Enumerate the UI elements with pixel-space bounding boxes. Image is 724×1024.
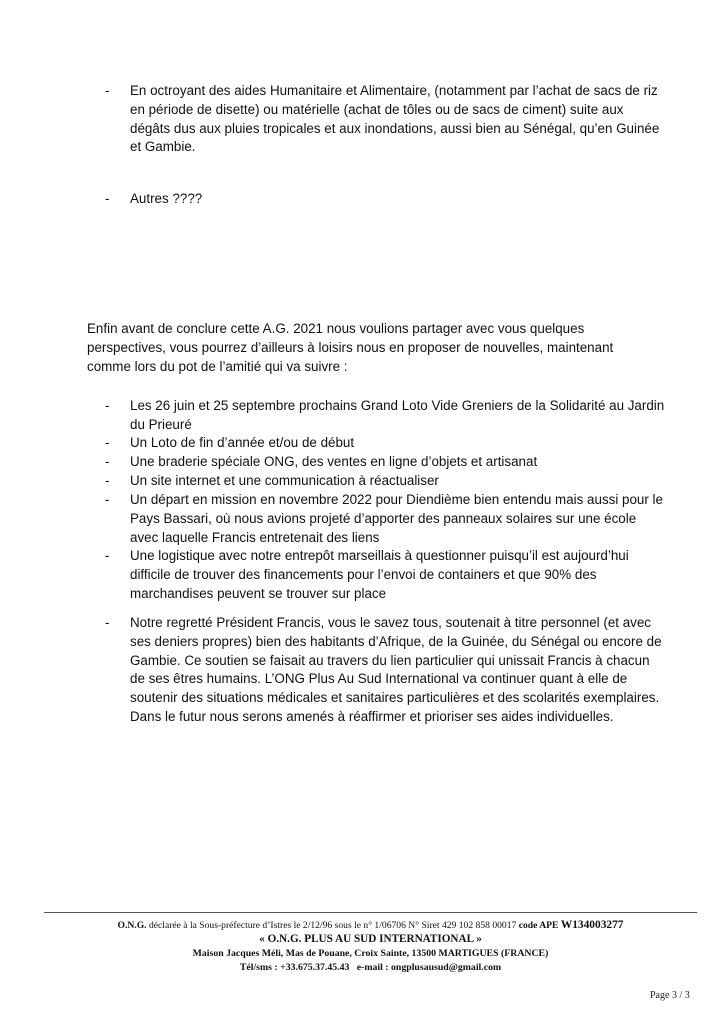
footer-address: Maison Jacques Méli, Mas de Pouane, Croix Sainte, 13500 MARTIGUES (FRANCE) (192, 948, 549, 959)
footer-ong-label: O.N.G. (117, 920, 147, 931)
intro-paragraph: Enfin avant de conclure cette A.G. 2021 nous voulions partager avec vous quelques perspectives, vous pourrez d’ailleurs à loisirs nous en proposer de nouvelles, maintenant comme lors du pot de l’amitié qui va suivre : (87, 321, 614, 374)
list-item-text: Une braderie spéciale ONG, des ventes en ligne d’objets et artisanat (130, 454, 538, 469)
footer-ape-code: W134003277 (560, 919, 624, 931)
list-item (105, 397, 665, 435)
footer-registration-text: déclarée à la Sous-préfecture d’Istres le 2/12/96 sous le n° 1/06706 N° Siret 429 102 858 00017 (146, 920, 519, 931)
footer-contact: Tél/sms : +33.675.37.45.43 e-mail : ongplusausud@gmail.com (239, 962, 502, 973)
list-item-text: Notre regretté Président Francis, vous le savez tous, soutenait à titre personnel (et avec ses deniers propres) bien des habitants d’Afrique, de la Guinée, du Sénégal ou encore de Gambie. Ce soutien se faisait au travers du lien particulier qui unissait Francis à chacun de ses êtres humains. L’ONG Plus Au Sud International va continuer quant à elle de soutenir des situations médicales et sanitaires particulières et des scolarités exemplaires. Dans le futur nous serons amenés à réaffirmer et prioriser ses aides individuelles. (130, 615, 662, 724)
footer-ape-label: code APE (518, 920, 561, 931)
list-item (105, 190, 665, 209)
page-number: Page 3 / 3 (650, 990, 690, 1001)
bullet-dash: - (105, 492, 110, 507)
list-item (105, 82, 665, 157)
list-item (105, 472, 665, 491)
list-item-text: Les 26 juin et 25 septembre prochains Grand Loto Vide Greniers de la Solidarité au Jardin du Prieuré (130, 398, 665, 432)
bullet-dash: - (105, 548, 110, 563)
bullet-dash: - (105, 398, 110, 413)
bullet-dash: - (105, 435, 110, 450)
list-item-text: Un site internet et une communication à réactualiser (130, 473, 439, 488)
list-item-text: Un départ en mission en novembre 2022 pour Diendième bien entendu mais aussi pour le Pays Bassari, où nous avions projeté d’apporter des panneaux solaires sur une école avec laquelle Francis entretenait des liens (130, 492, 663, 545)
bullet-dash: - (105, 191, 110, 206)
list-item-text: Autres ???? (130, 191, 203, 206)
bullet-dash: - (105, 473, 110, 488)
footer-divider (44, 912, 697, 913)
list-item-text: Une logistique avec notre entrepôt marseillais à questionner puisqu’il est aujourd’hui difficile de trouver des financements pour l’envoi de containers et que 90% des marchandises peuvent se trouver sur place (130, 548, 629, 601)
bullet-dash: - (105, 454, 110, 469)
list-item (105, 434, 665, 453)
list-item (105, 491, 665, 547)
list-item (105, 453, 665, 472)
list-item (105, 547, 665, 603)
bullet-dash: - (105, 83, 110, 98)
footer-registration-line (44, 919, 697, 932)
footer-org-name: « O.N.G. PLUS AU SUD INTERNATIONAL » (259, 933, 482, 945)
list-item-text: En octroyant des aides Humanitaire et Alimentaire, (notamment par l’achat de sacs de riz en période de disette) ou matérielle (achat de tôles ou de sacs de ciment) suite aux dégâts dus aux pluies tropicales et aux inondations, aussi bien au Sénégal, qu’en Guinée et Gambie. (130, 83, 660, 155)
list-item-text: Un Loto de fin d’année et/ou de début (130, 435, 355, 450)
bullet-dash: - (105, 615, 110, 630)
list-item (105, 614, 665, 727)
